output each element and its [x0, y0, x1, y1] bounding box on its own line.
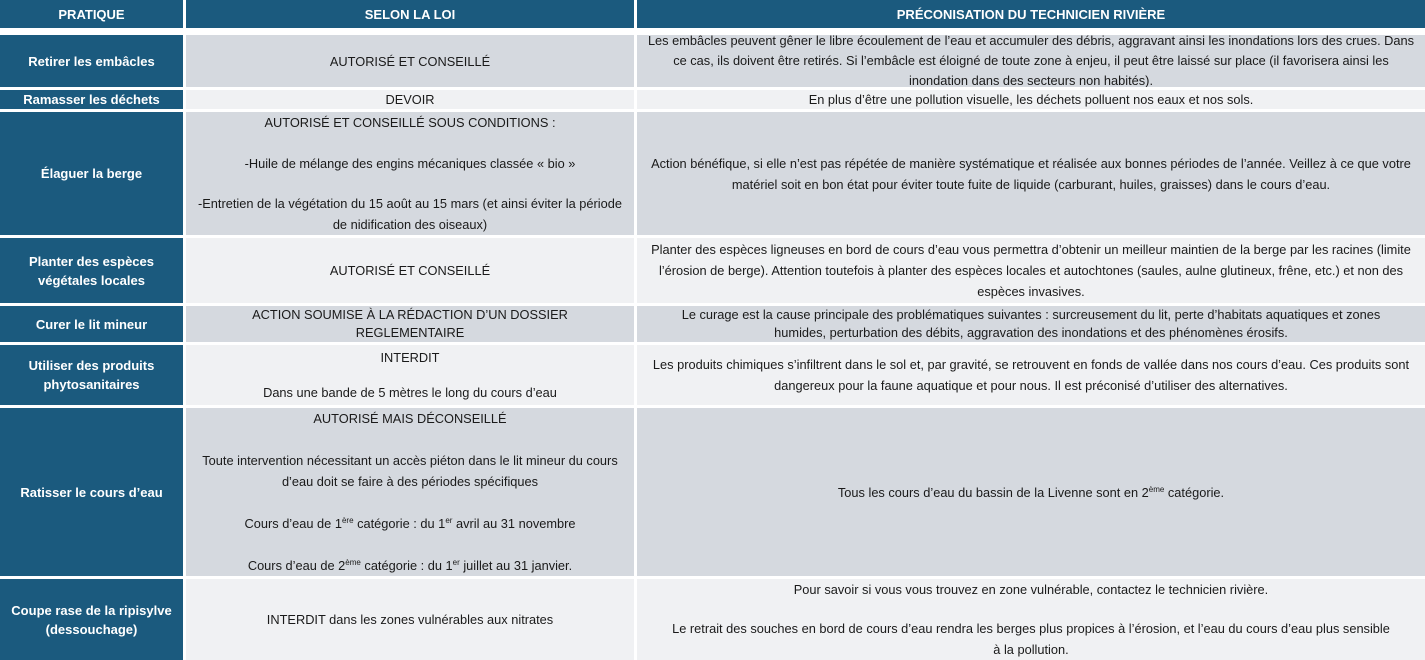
recommendation-contact: Pour savoir si vous vous trouvez en zone vulnérable, contactez le technicien rivière.: [793, 582, 1269, 597]
practice-cell: Ramasser les déchets: [0, 90, 183, 109]
law-condition-oil: -Huile de mélange des engins mécaniques classée « bio »: [244, 155, 576, 171]
law-category-1: Cours d’eau de 1ère catégorie : du 1er avril au 31 novembre: [244, 516, 576, 531]
law-cell: [186, 408, 634, 576]
law-cell: [186, 112, 634, 235]
header-law: SELON LA LOI: [186, 0, 634, 28]
law-zone: Dans une bande de 5 mètres le long du cours d’eau: [263, 385, 557, 400]
recommendation-cell: Action bénéfique, si elle n’est pas répétée de manière systématique et réalisée aux bonnes périodes de l’année. Veillez à ce que votre matériel soit en bon état pour éviter toute fuite de liquide (carburant, huiles, graisses) dans le cours d’eau.: [637, 112, 1425, 235]
header-practice: PRATIQUE: [0, 0, 183, 28]
recommendation-cell: Planter des espèces ligneuses en bord de cours d’eau vous permettra d’obtenir un meilleur maintien de la berge par les racines (limite l’érosion de berge). Attention toutefois à planter des espèces locales et autochtones (saules, aulne glutineux, frêne, etc.) et non des espèces invasives.: [637, 238, 1425, 303]
law-access-rule: Toute intervention nécessitant un accès piéton dans le lit mineur du cours d’eau doit se faire à des périodes spécifiques: [202, 453, 618, 489]
law-status: INTERDIT: [380, 350, 440, 365]
recommendation-cell: Les embâcles peuvent gêner le libre écoulement de l’eau et accumuler des débris, aggravant ainsi les inondations lors des crues. Dans ce cas, ils doivent être retirés. Si l’embâcle est éloigné de toute zone à enjeu, il peut être laissé sur place (il favorisera ainsi les inondation dans des secteurs non habités).: [637, 35, 1425, 87]
practice-cell: Utiliser des produits phytosanitaires: [0, 345, 183, 405]
law-cell: ACTION SOUMISE À LA RÉDACTION D’UN DOSSIER REGLEMENTAIRE: [186, 306, 634, 342]
practice-cell: Coupe rase de la ripisylve (dessouchage): [0, 579, 183, 660]
practice-cell: Planter des espèces végétales locales: [0, 238, 183, 303]
law-condition-title: AUTORISÉ ET CONSEILLÉ SOUS CONDITIONS :: [264, 115, 556, 130]
law-cell: DEVOIR: [186, 90, 634, 109]
law-condition-period: -Entretien de la végétation du 15 août au 15 mars (et ainsi éviter la période de nidification des oiseaux): [198, 196, 622, 232]
recommendation-text: Tous les cours d’eau du bassin de la Livenne sont en 2ème catégorie.: [837, 484, 1225, 500]
recommendation-erosion: Le retrait des souches en bord de cours d’eau rendra les berges plus propices à l’érosion, et l’eau du cours d’eau plus sensible à la pollution.: [672, 621, 1390, 657]
practice-cell: Curer le lit mineur: [0, 306, 183, 342]
law-cell: AUTORISÉ ET CONSEILLÉ: [186, 35, 634, 87]
recommendation-cell: En plus d’être une pollution visuelle, les déchets polluent nos eaux et nos sols.: [637, 90, 1425, 109]
law-cell: AUTORISÉ ET CONSEILLÉ: [186, 238, 634, 303]
law-category-2: Cours d’eau de 2ème catégorie : du 1er juillet au 31 janvier.: [247, 558, 573, 573]
recommendation-cell: Les produits chimiques s’infiltrent dans le sol et, par gravité, se retrouvent en fonds de vallée dans nos cours d’eau. Ces produits sont dangereux pour la faune aquatique et pour nous. Il est préconisé d’utiliser des alternatives.: [637, 345, 1425, 405]
law-cell: [186, 345, 634, 405]
law-cell: INTERDIT dans les zones vulnérables aux nitrates: [186, 579, 634, 660]
law-status: AUTORISÉ MAIS DÉCONSEILLÉ: [313, 411, 507, 426]
recommendation-cell: [637, 579, 1425, 660]
practice-cell: Ratisser le cours d’eau: [0, 408, 183, 576]
practice-cell: Élaguer la berge: [0, 112, 183, 235]
practice-cell: Retirer les embâcles: [0, 35, 183, 87]
header-recommendation: PRÉCONISATION DU TECHNICIEN RIVIÈRE: [637, 0, 1425, 28]
recommendation-cell: [637, 408, 1425, 576]
recommendation-cell: Le curage est la cause principale des problématiques suivantes : surcreusement du lit, perte d’habitats aquatiques et zones humides, perturbation des débits, aggravation des inondations et des phénomènes érosifs.: [637, 306, 1425, 342]
